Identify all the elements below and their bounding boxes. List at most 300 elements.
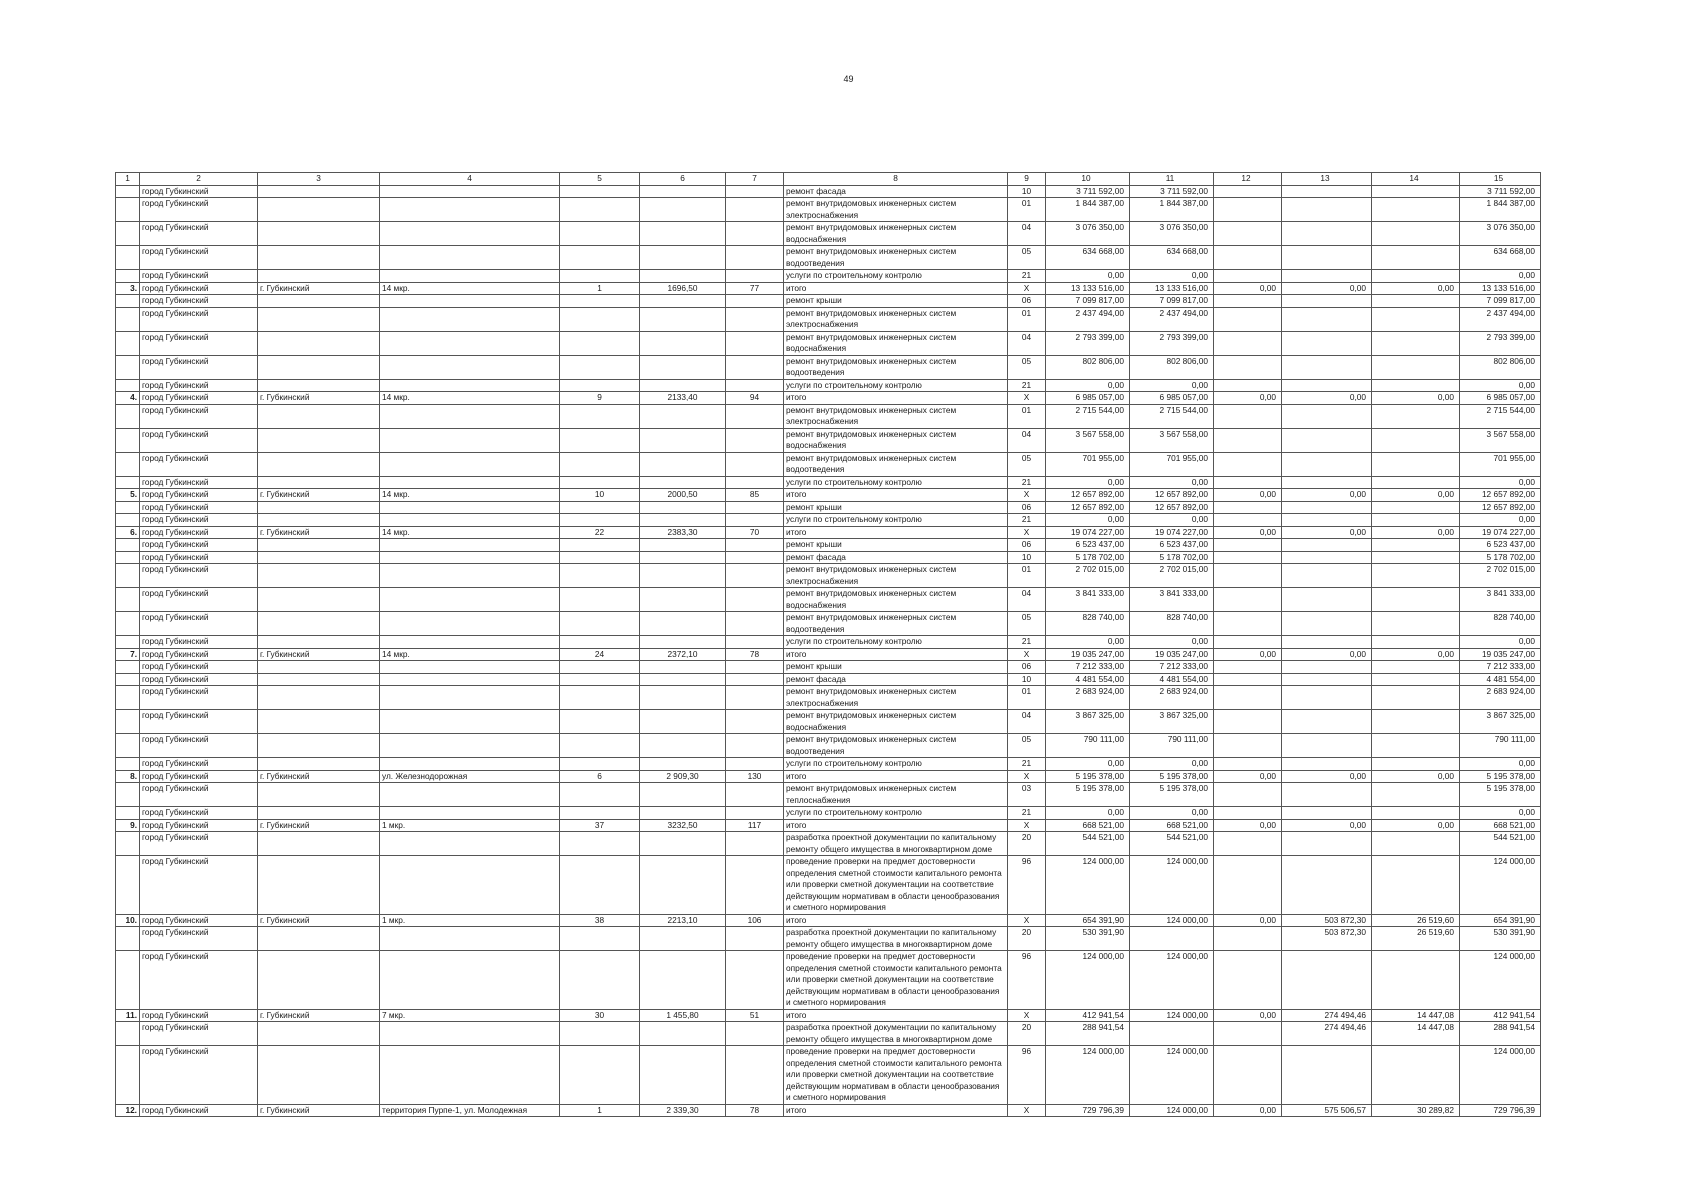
row-number-cell [116,295,140,308]
settlement-cell [258,927,380,951]
owners-funds-cell [1282,856,1372,915]
municipality-cell: город Губкинский [140,951,258,1010]
owners-funds-cell [1282,539,1372,552]
regional-fund-cell: 19 035 247,00 [1130,648,1214,661]
row-number-cell [116,307,140,331]
total-area-cell [640,331,726,355]
address-cell [380,1022,560,1046]
total-area-cell: 2000,50 [640,489,726,502]
address-cell [380,331,560,355]
grand-total-cell: 124 000,00 [1460,951,1541,1010]
house-number-cell [560,1022,640,1046]
settlement-cell: г. Губкинский [258,392,380,405]
work-type-cell: ремонт крыши [784,539,1008,552]
settlement-cell [258,514,380,527]
grand-total-cell: 790 111,00 [1460,734,1541,758]
table-row [116,914,1541,927]
total-area-cell [640,951,726,1010]
work-code-cell: 20 [1008,1022,1046,1046]
table-row [116,185,1541,198]
municipal-budget-cell: 0,00 [1214,1104,1282,1117]
work-code-cell: 21 [1008,636,1046,649]
table-row [116,758,1541,771]
owners-funds-cell: 0,00 [1282,489,1372,502]
row-number-cell [116,198,140,222]
work-type-cell: ремонт крыши [784,295,1008,308]
regional-fund-cell: 2 437 494,00 [1130,307,1214,331]
grand-total-cell: 729 796,39 [1460,1104,1541,1117]
row-number-cell: 4. [116,392,140,405]
settlement-cell [258,758,380,771]
municipality-cell: город Губкинский [140,1009,258,1022]
work-type-cell: услуги по строительному контролю [784,514,1008,527]
owners-funds-cell [1282,710,1372,734]
total-area-cell [640,588,726,612]
settlement-cell [258,404,380,428]
row-number-cell: 6. [116,526,140,539]
other-funds-cell [1372,661,1460,674]
regional-fund-cell: 802 806,00 [1130,355,1214,379]
total-cost-cell: 19 035 247,00 [1046,648,1130,661]
owners-funds-cell [1282,734,1372,758]
other-funds-cell: 0,00 [1372,392,1460,405]
grand-total-cell: 124 000,00 [1460,1046,1541,1105]
municipality-cell: город Губкинский [140,673,258,686]
table-row [116,807,1541,820]
total-area-cell: 2213,10 [640,914,726,927]
owners-funds-cell: 575 506,57 [1282,1104,1372,1117]
grand-total-cell: 0,00 [1460,758,1541,771]
municipality-cell: город Губкинский [140,758,258,771]
table-row [116,428,1541,452]
other-funds-cell: 26 519,60 [1372,927,1460,951]
regional-fund-cell: 0,00 [1130,476,1214,489]
grand-total-cell: 0,00 [1460,476,1541,489]
row-number-cell [116,758,140,771]
work-code-cell: 04 [1008,331,1046,355]
work-type-cell: итого [784,1104,1008,1117]
residents-cell [726,832,784,856]
house-number-cell [560,551,640,564]
residents-cell [726,927,784,951]
work-code-cell: 96 [1008,1046,1046,1105]
grand-total-cell: 701 955,00 [1460,452,1541,476]
municipality-cell: город Губкинский [140,770,258,783]
residents-cell: 117 [726,819,784,832]
regional-fund-cell: 0,00 [1130,379,1214,392]
house-number-cell: 37 [560,819,640,832]
settlement-cell [258,564,380,588]
residents-cell [726,404,784,428]
table-row [116,539,1541,552]
municipality-cell: город Губкинский [140,428,258,452]
house-number-cell: 30 [560,1009,640,1022]
address-cell [380,832,560,856]
regional-fund-cell: 701 955,00 [1130,452,1214,476]
house-number-cell [560,331,640,355]
total-cost-cell: 0,00 [1046,636,1130,649]
work-code-cell: 03 [1008,783,1046,807]
work-code-cell: 05 [1008,612,1046,636]
municipal-budget-cell [1214,551,1282,564]
address-cell: 14 мкр. [380,648,560,661]
total-area-cell [640,501,726,514]
grand-total-cell: 288 941,54 [1460,1022,1541,1046]
work-code-cell: 05 [1008,355,1046,379]
table-row [116,282,1541,295]
row-number-cell [116,686,140,710]
house-number-cell: 24 [560,648,640,661]
table-row [116,476,1541,489]
municipal-budget-cell [1214,295,1282,308]
municipality-cell: город Губкинский [140,331,258,355]
grand-total-cell: 3 867 325,00 [1460,710,1541,734]
settlement-cell: г. Губкинский [258,489,380,502]
address-cell: 1 мкр. [380,914,560,927]
municipality-cell: город Губкинский [140,1022,258,1046]
regional-fund-cell: 6 523 437,00 [1130,539,1214,552]
total-cost-cell: 412 941,54 [1046,1009,1130,1022]
address-cell [380,379,560,392]
municipality-cell: город Губкинский [140,307,258,331]
address-cell [380,710,560,734]
column-number: 1 [116,173,140,186]
work-type-cell: ремонт внутридомовых инженерных систем электроснабжения [784,564,1008,588]
row-number-cell [116,476,140,489]
regional-fund-cell: 124 000,00 [1130,1104,1214,1117]
house-number-cell [560,758,640,771]
house-number-cell: 6 [560,770,640,783]
municipality-cell: город Губкинский [140,392,258,405]
total-cost-cell: 828 740,00 [1046,612,1130,636]
grand-total-cell: 13 133 516,00 [1460,282,1541,295]
address-cell [380,198,560,222]
settlement-cell [258,612,380,636]
total-area-cell [640,1046,726,1105]
other-funds-cell [1372,807,1460,820]
regional-fund-cell: 12 657 892,00 [1130,489,1214,502]
total-cost-cell: 2 715 544,00 [1046,404,1130,428]
table-row [116,648,1541,661]
owners-funds-cell: 0,00 [1282,526,1372,539]
total-cost-cell: 701 955,00 [1046,452,1130,476]
municipal-budget-cell [1214,758,1282,771]
house-number-cell [560,951,640,1010]
municipality-cell: город Губкинский [140,355,258,379]
other-funds-cell [1372,783,1460,807]
other-funds-cell [1372,734,1460,758]
table-row [116,612,1541,636]
municipal-budget-cell [1214,856,1282,915]
house-number-cell [560,222,640,246]
work-code-cell: 96 [1008,951,1046,1010]
column-number: 4 [380,173,560,186]
table-row [116,661,1541,674]
house-number-cell [560,636,640,649]
total-area-cell: 2383,30 [640,526,726,539]
municipality-cell: город Губкинский [140,661,258,674]
municipal-budget-cell [1214,452,1282,476]
work-type-cell: разработка проектной документации по капитальному ремонту общего имущества в многоквартирном доме [784,832,1008,856]
owners-funds-cell [1282,758,1372,771]
row-number-cell [116,673,140,686]
municipal-budget-cell: 0,00 [1214,282,1282,295]
settlement-cell [258,832,380,856]
other-funds-cell: 0,00 [1372,489,1460,502]
total-area-cell [640,246,726,270]
address-cell: 14 мкр. [380,392,560,405]
house-number-cell [560,185,640,198]
residents-cell [726,661,784,674]
table-row [116,404,1541,428]
table-row [116,270,1541,283]
address-cell: 7 мкр. [380,1009,560,1022]
work-code-cell: X [1008,648,1046,661]
municipality-cell: город Губкинский [140,185,258,198]
municipality-cell: город Губкинский [140,222,258,246]
table-row [116,295,1541,308]
municipal-budget-cell: 0,00 [1214,914,1282,927]
grand-total-cell: 3 076 350,00 [1460,222,1541,246]
owners-funds-cell [1282,686,1372,710]
table-row [116,379,1541,392]
table-row [116,951,1541,1010]
work-type-cell: ремонт внутридомовых инженерных систем электроснабжения [784,686,1008,710]
residents-cell [726,856,784,915]
residents-cell [726,185,784,198]
regional-fund-cell: 0,00 [1130,514,1214,527]
grand-total-cell: 5 195 378,00 [1460,770,1541,783]
address-cell [380,758,560,771]
work-code-cell: 21 [1008,379,1046,392]
municipality-cell: город Губкинский [140,783,258,807]
settlement-cell [258,452,380,476]
total-area-cell [640,686,726,710]
municipality-cell: город Губкинский [140,246,258,270]
owners-funds-cell [1282,783,1372,807]
row-number-cell [116,404,140,428]
address-cell: 14 мкр. [380,526,560,539]
other-funds-cell [1372,198,1460,222]
row-number-cell [116,355,140,379]
settlement-cell [258,1022,380,1046]
municipal-budget-cell: 0,00 [1214,770,1282,783]
work-code-cell: X [1008,1009,1046,1022]
residents-cell [726,452,784,476]
row-number-cell [116,783,140,807]
table-row [116,355,1541,379]
municipality-cell: город Губкинский [140,1104,258,1117]
settlement-cell [258,476,380,489]
house-number-cell [560,514,640,527]
repair-program-table [115,172,1541,1117]
row-number-cell [116,379,140,392]
municipality-cell: город Губкинский [140,404,258,428]
municipality-cell: город Губкинский [140,379,258,392]
grand-total-cell: 12 657 892,00 [1460,501,1541,514]
house-number-cell [560,379,640,392]
regional-fund-cell: 1 844 387,00 [1130,198,1214,222]
owners-funds-cell [1282,404,1372,428]
row-number-cell: 11. [116,1009,140,1022]
municipal-budget-cell [1214,222,1282,246]
owners-funds-cell [1282,185,1372,198]
total-cost-cell: 3 711 592,00 [1046,185,1130,198]
table-row [116,551,1541,564]
regional-fund-cell: 668 521,00 [1130,819,1214,832]
municipal-budget-cell: 0,00 [1214,819,1282,832]
page-number: 49 [843,74,854,84]
regional-fund-cell: 3 567 558,00 [1130,428,1214,452]
regional-fund-cell: 4 481 554,00 [1130,673,1214,686]
total-area-cell [640,783,726,807]
address-cell [380,452,560,476]
municipal-budget-cell [1214,539,1282,552]
grand-total-cell: 6 523 437,00 [1460,539,1541,552]
row-number-cell [116,514,140,527]
total-area-cell [640,428,726,452]
settlement-cell [258,783,380,807]
regional-fund-cell [1130,1022,1214,1046]
total-cost-cell: 0,00 [1046,807,1130,820]
municipality-cell: город Губкинский [140,710,258,734]
municipality-cell: город Губкинский [140,636,258,649]
house-number-cell [560,476,640,489]
grand-total-cell: 3 841 333,00 [1460,588,1541,612]
address-cell [380,856,560,915]
settlement-cell [258,539,380,552]
other-funds-cell [1372,295,1460,308]
house-number-cell [560,452,640,476]
address-cell [380,1046,560,1105]
column-number: 14 [1372,173,1460,186]
residents-cell [726,270,784,283]
municipality-cell: город Губкинский [140,832,258,856]
owners-funds-cell [1282,551,1372,564]
work-type-cell: ремонт крыши [784,661,1008,674]
work-type-cell: разработка проектной документации по капитальному ремонту общего имущества в многоквартирном доме [784,1022,1008,1046]
settlement-cell [258,307,380,331]
owners-funds-cell [1282,246,1372,270]
regional-fund-cell: 19 074 227,00 [1130,526,1214,539]
work-type-cell: ремонт внутридомовых инженерных систем водоотведения [784,452,1008,476]
settlement-cell: г. Губкинский [258,1009,380,1022]
other-funds-cell [1372,355,1460,379]
other-funds-cell [1372,222,1460,246]
municipality-cell: город Губкинский [140,734,258,758]
address-cell [380,612,560,636]
work-type-cell: услуги по строительному контролю [784,636,1008,649]
regional-fund-cell: 5 178 702,00 [1130,551,1214,564]
residents-cell: 70 [726,526,784,539]
municipality-cell: город Губкинский [140,686,258,710]
owners-funds-cell: 274 494,46 [1282,1009,1372,1022]
address-cell [380,404,560,428]
other-funds-cell [1372,612,1460,636]
table-row [116,856,1541,915]
other-funds-cell [1372,246,1460,270]
house-number-cell [560,612,640,636]
work-code-cell: X [1008,770,1046,783]
address-cell [380,927,560,951]
residents-cell [726,514,784,527]
residents-cell: 78 [726,648,784,661]
work-type-cell: ремонт внутридомовых инженерных систем электроснабжения [784,198,1008,222]
settlement-cell [258,501,380,514]
settlement-cell [258,198,380,222]
settlement-cell [258,185,380,198]
municipality-cell: город Губкинский [140,526,258,539]
residents-cell [726,1046,784,1105]
grand-total-cell: 7 212 333,00 [1460,661,1541,674]
regional-fund-cell: 124 000,00 [1130,914,1214,927]
grand-total-cell: 530 391,90 [1460,927,1541,951]
total-cost-cell: 5 195 378,00 [1046,770,1130,783]
row-number-cell [116,331,140,355]
work-type-cell: итого [784,648,1008,661]
total-cost-cell: 7 212 333,00 [1046,661,1130,674]
municipal-budget-cell [1214,514,1282,527]
grand-total-cell: 2 793 399,00 [1460,331,1541,355]
total-area-cell [640,832,726,856]
work-code-cell: 20 [1008,927,1046,951]
work-type-cell: проведение проверки на предмет достоверности определения сметной стоимости капитального ремонта или проверки сметной документации на соответствие действующим нормативам в области ценообразования и сметного нормирования [784,951,1008,1010]
row-number-cell [116,856,140,915]
address-cell [380,476,560,489]
house-number-cell [560,734,640,758]
row-number-cell [116,452,140,476]
column-number: 2 [140,173,258,186]
table-row [116,198,1541,222]
row-number-cell [116,551,140,564]
settlement-cell [258,246,380,270]
residents-cell: 85 [726,489,784,502]
total-cost-cell: 4 481 554,00 [1046,673,1130,686]
municipality-cell: город Губкинский [140,648,258,661]
residents-cell [726,295,784,308]
house-number-cell [560,783,640,807]
municipality-cell: город Губкинский [140,514,258,527]
row-number-cell [116,501,140,514]
table-row [116,783,1541,807]
work-type-cell: проведение проверки на предмет достоверности определения сметной стоимости капитального ремонта или проверки сметной документации на соответствие действующим нормативам в области ценообразования и сметного нормирования [784,1046,1008,1105]
municipality-cell: город Губкинский [140,819,258,832]
residents-cell [726,379,784,392]
total-area-cell [640,222,726,246]
total-area-cell [640,514,726,527]
house-number-cell: 1 [560,282,640,295]
regional-fund-cell: 0,00 [1130,270,1214,283]
address-cell [380,270,560,283]
settlement-cell: г. Губкинский [258,282,380,295]
table-row [116,734,1541,758]
total-cost-cell: 124 000,00 [1046,856,1130,915]
municipality-cell: город Губкинский [140,856,258,915]
municipal-budget-cell [1214,307,1282,331]
address-cell: 14 мкр. [380,282,560,295]
table-row [116,819,1541,832]
municipal-budget-cell [1214,710,1282,734]
total-cost-cell: 2 437 494,00 [1046,307,1130,331]
table-row [116,501,1541,514]
grand-total-cell: 0,00 [1460,514,1541,527]
total-area-cell: 1696,50 [640,282,726,295]
house-number-cell [560,355,640,379]
grand-total-cell: 0,00 [1460,636,1541,649]
work-code-cell: X [1008,282,1046,295]
other-funds-cell: 30 289,82 [1372,1104,1460,1117]
municipal-budget-cell [1214,428,1282,452]
